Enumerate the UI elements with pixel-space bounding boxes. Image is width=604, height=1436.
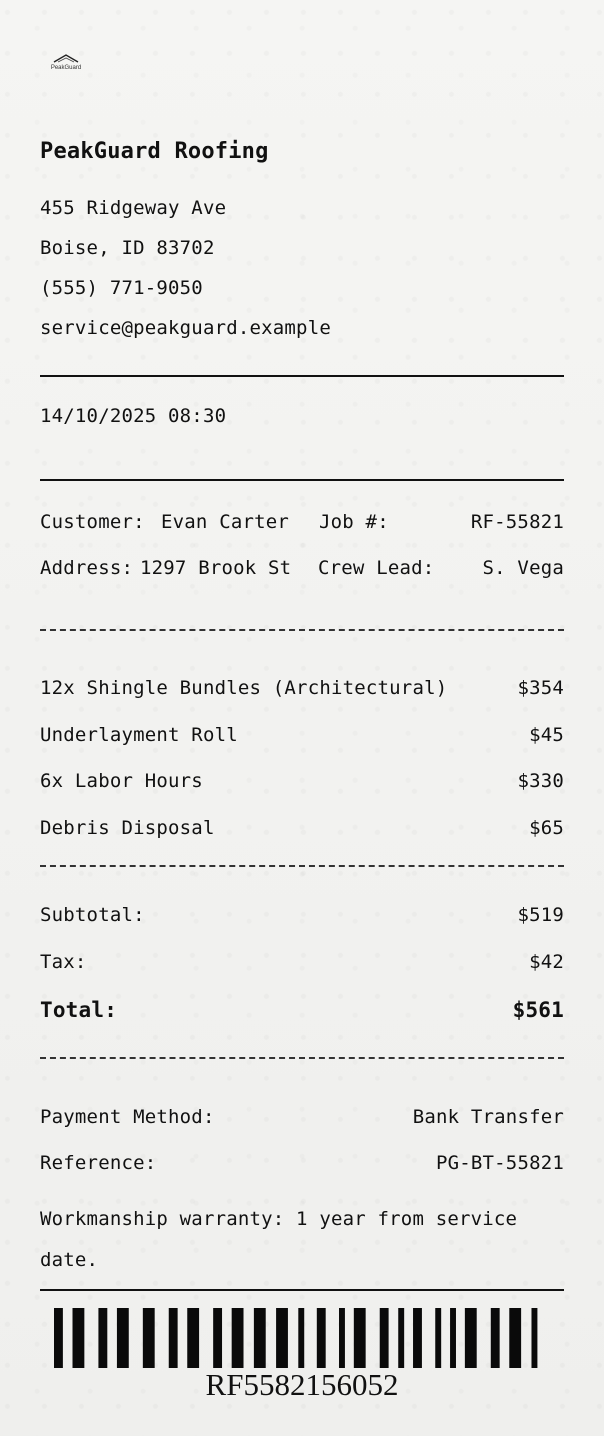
divider-solid bbox=[40, 375, 564, 377]
divider-dashed bbox=[40, 629, 564, 631]
barcode-bar bbox=[298, 1308, 304, 1368]
line-item-price: $354 bbox=[517, 677, 564, 699]
barcode-bar bbox=[491, 1308, 500, 1368]
barcode-bar bbox=[169, 1308, 178, 1368]
barcode-bar bbox=[450, 1308, 456, 1368]
payment-method-value: Bank Transfer bbox=[412, 1106, 564, 1128]
barcode-bar bbox=[531, 1308, 537, 1368]
barcode-bar bbox=[354, 1308, 366, 1368]
divider-solid bbox=[40, 1289, 564, 1291]
crew-lead-value: S. Vega bbox=[482, 557, 564, 579]
barcode-bar bbox=[232, 1308, 244, 1368]
line-item-price: $330 bbox=[517, 770, 564, 792]
job-number-value: RF-55821 bbox=[470, 511, 564, 533]
warranty-note-line1: Workmanship warranty: 1 year from service bbox=[40, 1208, 518, 1230]
barcode-bar bbox=[413, 1308, 422, 1368]
receipt-datetime: 14/10/2025 08:30 bbox=[40, 405, 227, 427]
barcode-bar bbox=[117, 1308, 129, 1368]
divider-dashed bbox=[40, 1057, 564, 1059]
divider-solid bbox=[40, 479, 564, 481]
barcode-bar bbox=[213, 1308, 222, 1368]
barcode-bar bbox=[187, 1308, 199, 1368]
business-address-line2: Boise, ID 83702 bbox=[40, 237, 215, 259]
customer-value: Evan Carter bbox=[161, 511, 290, 533]
business-address-line1: 455 Ridgeway Ave bbox=[40, 197, 227, 219]
subtotal-label: Subtotal: bbox=[40, 904, 145, 926]
warranty-note-line2: date. bbox=[40, 1249, 99, 1271]
payment-method-label: Payment Method: bbox=[40, 1106, 215, 1128]
barcode-number: RF5582156052 bbox=[205, 1367, 399, 1402]
barcode-bar bbox=[465, 1308, 477, 1368]
reference-value: PG-BT-55821 bbox=[435, 1152, 564, 1174]
total-value: $561 bbox=[512, 998, 564, 1022]
business-email: service@peakguard.example bbox=[40, 317, 331, 339]
company-logo bbox=[44, 52, 88, 76]
line-item-price: $45 bbox=[529, 724, 564, 746]
barcode-bar bbox=[143, 1308, 155, 1368]
customer-label: Customer: bbox=[40, 511, 145, 533]
logo-text: PeakGuard bbox=[50, 65, 82, 71]
barcode-bar bbox=[380, 1308, 389, 1368]
barcode-bar bbox=[339, 1308, 345, 1368]
barcode-bar bbox=[54, 1308, 63, 1368]
line-item-desc: Underlayment Roll bbox=[40, 724, 238, 746]
total-label: Total: bbox=[40, 998, 118, 1022]
divider-dashed bbox=[40, 865, 564, 867]
address-label: Address: bbox=[40, 557, 134, 579]
address-value: 1297 Brook St bbox=[140, 557, 292, 579]
crew-lead-label: Crew Lead: bbox=[318, 557, 435, 579]
barcode-bar bbox=[317, 1308, 326, 1368]
line-item-desc: Debris Disposal bbox=[40, 817, 215, 839]
business-name: PeakGuard Roofing bbox=[40, 139, 269, 164]
line-item-desc: 12x Shingle Bundles (Architectural) bbox=[40, 677, 448, 699]
tax-value: $42 bbox=[529, 951, 564, 973]
barcode-bar bbox=[435, 1308, 441, 1368]
barcode-bar bbox=[98, 1308, 107, 1368]
line-item-desc: 6x Labor Hours bbox=[40, 770, 203, 792]
barcode-bar bbox=[276, 1308, 288, 1368]
business-phone: (555) 771-9050 bbox=[40, 277, 203, 299]
line-item-price: $65 bbox=[529, 817, 564, 839]
barcode-bar bbox=[73, 1308, 85, 1368]
barcode-bar bbox=[398, 1308, 404, 1368]
roof-logo-icon bbox=[44, 52, 88, 76]
barcode-bar bbox=[254, 1308, 266, 1368]
reference-label: Reference: bbox=[40, 1152, 157, 1174]
tax-label: Tax: bbox=[40, 951, 87, 973]
job-number-label: Job #: bbox=[319, 511, 389, 533]
barcode bbox=[54, 1308, 550, 1368]
barcode-bar bbox=[509, 1308, 521, 1368]
subtotal-value: $519 bbox=[517, 904, 564, 926]
